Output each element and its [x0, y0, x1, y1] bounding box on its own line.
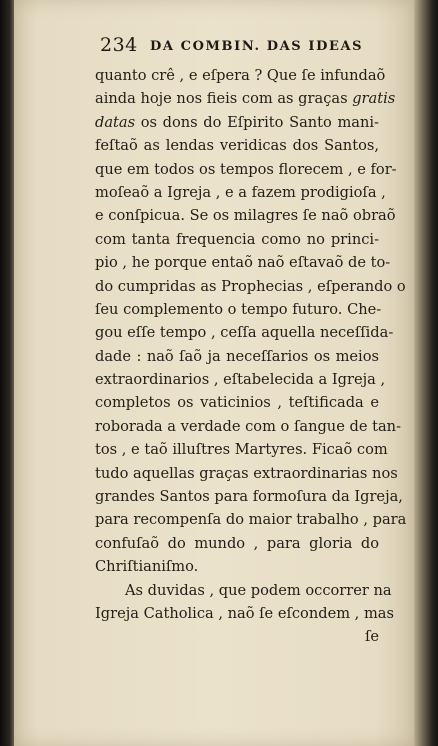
text-line: pio , he porque entaõ naõ eſtavaõ de to-: [95, 254, 391, 272]
text-line: [95, 87, 396, 110]
text-line: que em todos os tempos florecem , e for-: [95, 160, 397, 178]
text-line: completos os vaticinios , teſtificada e: [95, 394, 379, 412]
text-run: ainda hoje nos fieis com as graças: [95, 90, 353, 108]
paragraph-start-line: As duvidas , que podem occorrer na: [125, 581, 392, 599]
catchword: ſe: [364, 628, 379, 646]
text-line: extraordinarios , eſtabelecida a Igreja ,: [95, 371, 386, 389]
page-number: 234: [100, 34, 138, 56]
text-line: e conſpicua. Se os milagres ſe naõ obraõ: [95, 207, 396, 225]
text-line: Igreja Catholica , naõ ſe eſcondem , mas: [95, 604, 394, 622]
page-header: [100, 34, 400, 60]
text-line: gou eſſe tempo , ceſſa aquella neceſſida-: [95, 324, 394, 342]
text-line: tudo aquellas graças extraordinarias nos: [95, 464, 398, 482]
italic-text-run: gratis: [352, 90, 396, 108]
text-line: ſeu complemento o tempo futuro. Che-: [95, 300, 382, 318]
book-spine: [0, 0, 14, 746]
text-line: grandes Santos para formoſura da Igreja,: [95, 488, 403, 506]
text-run: os dons do Eſpirito Santo mani-: [135, 113, 379, 131]
text-line: dade : naõ ſaõ ja neceſſarios os meios: [95, 347, 379, 365]
text-line: confuſaõ do mundo , para gloria do: [95, 534, 379, 552]
page-edge: [414, 0, 438, 746]
text-line: quanto crê , e eſpera ? Que ſe infundaõ: [95, 67, 386, 84]
text-line: com tanta frequencia como no princi-: [95, 230, 379, 248]
text-line: roborada a verdade com o ſangue de tan-: [95, 417, 401, 435]
text-line: do cumpridas as Prophecias , eſperando o: [95, 277, 406, 295]
text-line: [95, 111, 379, 134]
body-text: [95, 64, 407, 649]
text-line: tos , e taõ illuſtres Martyres. Ficaõ com: [95, 441, 388, 459]
italic-text-run: datas: [95, 113, 136, 131]
text-line: moſeaõ a Igreja , e a fazem prodigioſa ,: [95, 183, 386, 201]
text-line: para recompenſa do maior trabalho , para: [95, 511, 407, 529]
text-line: feſtaõ as lendas veridicas dos Santos,: [95, 137, 379, 155]
paragraph-end-line: Chriſtianiſmo.: [95, 558, 199, 576]
running-head: DA COMBIN. DAS IDEAS: [150, 39, 364, 54]
